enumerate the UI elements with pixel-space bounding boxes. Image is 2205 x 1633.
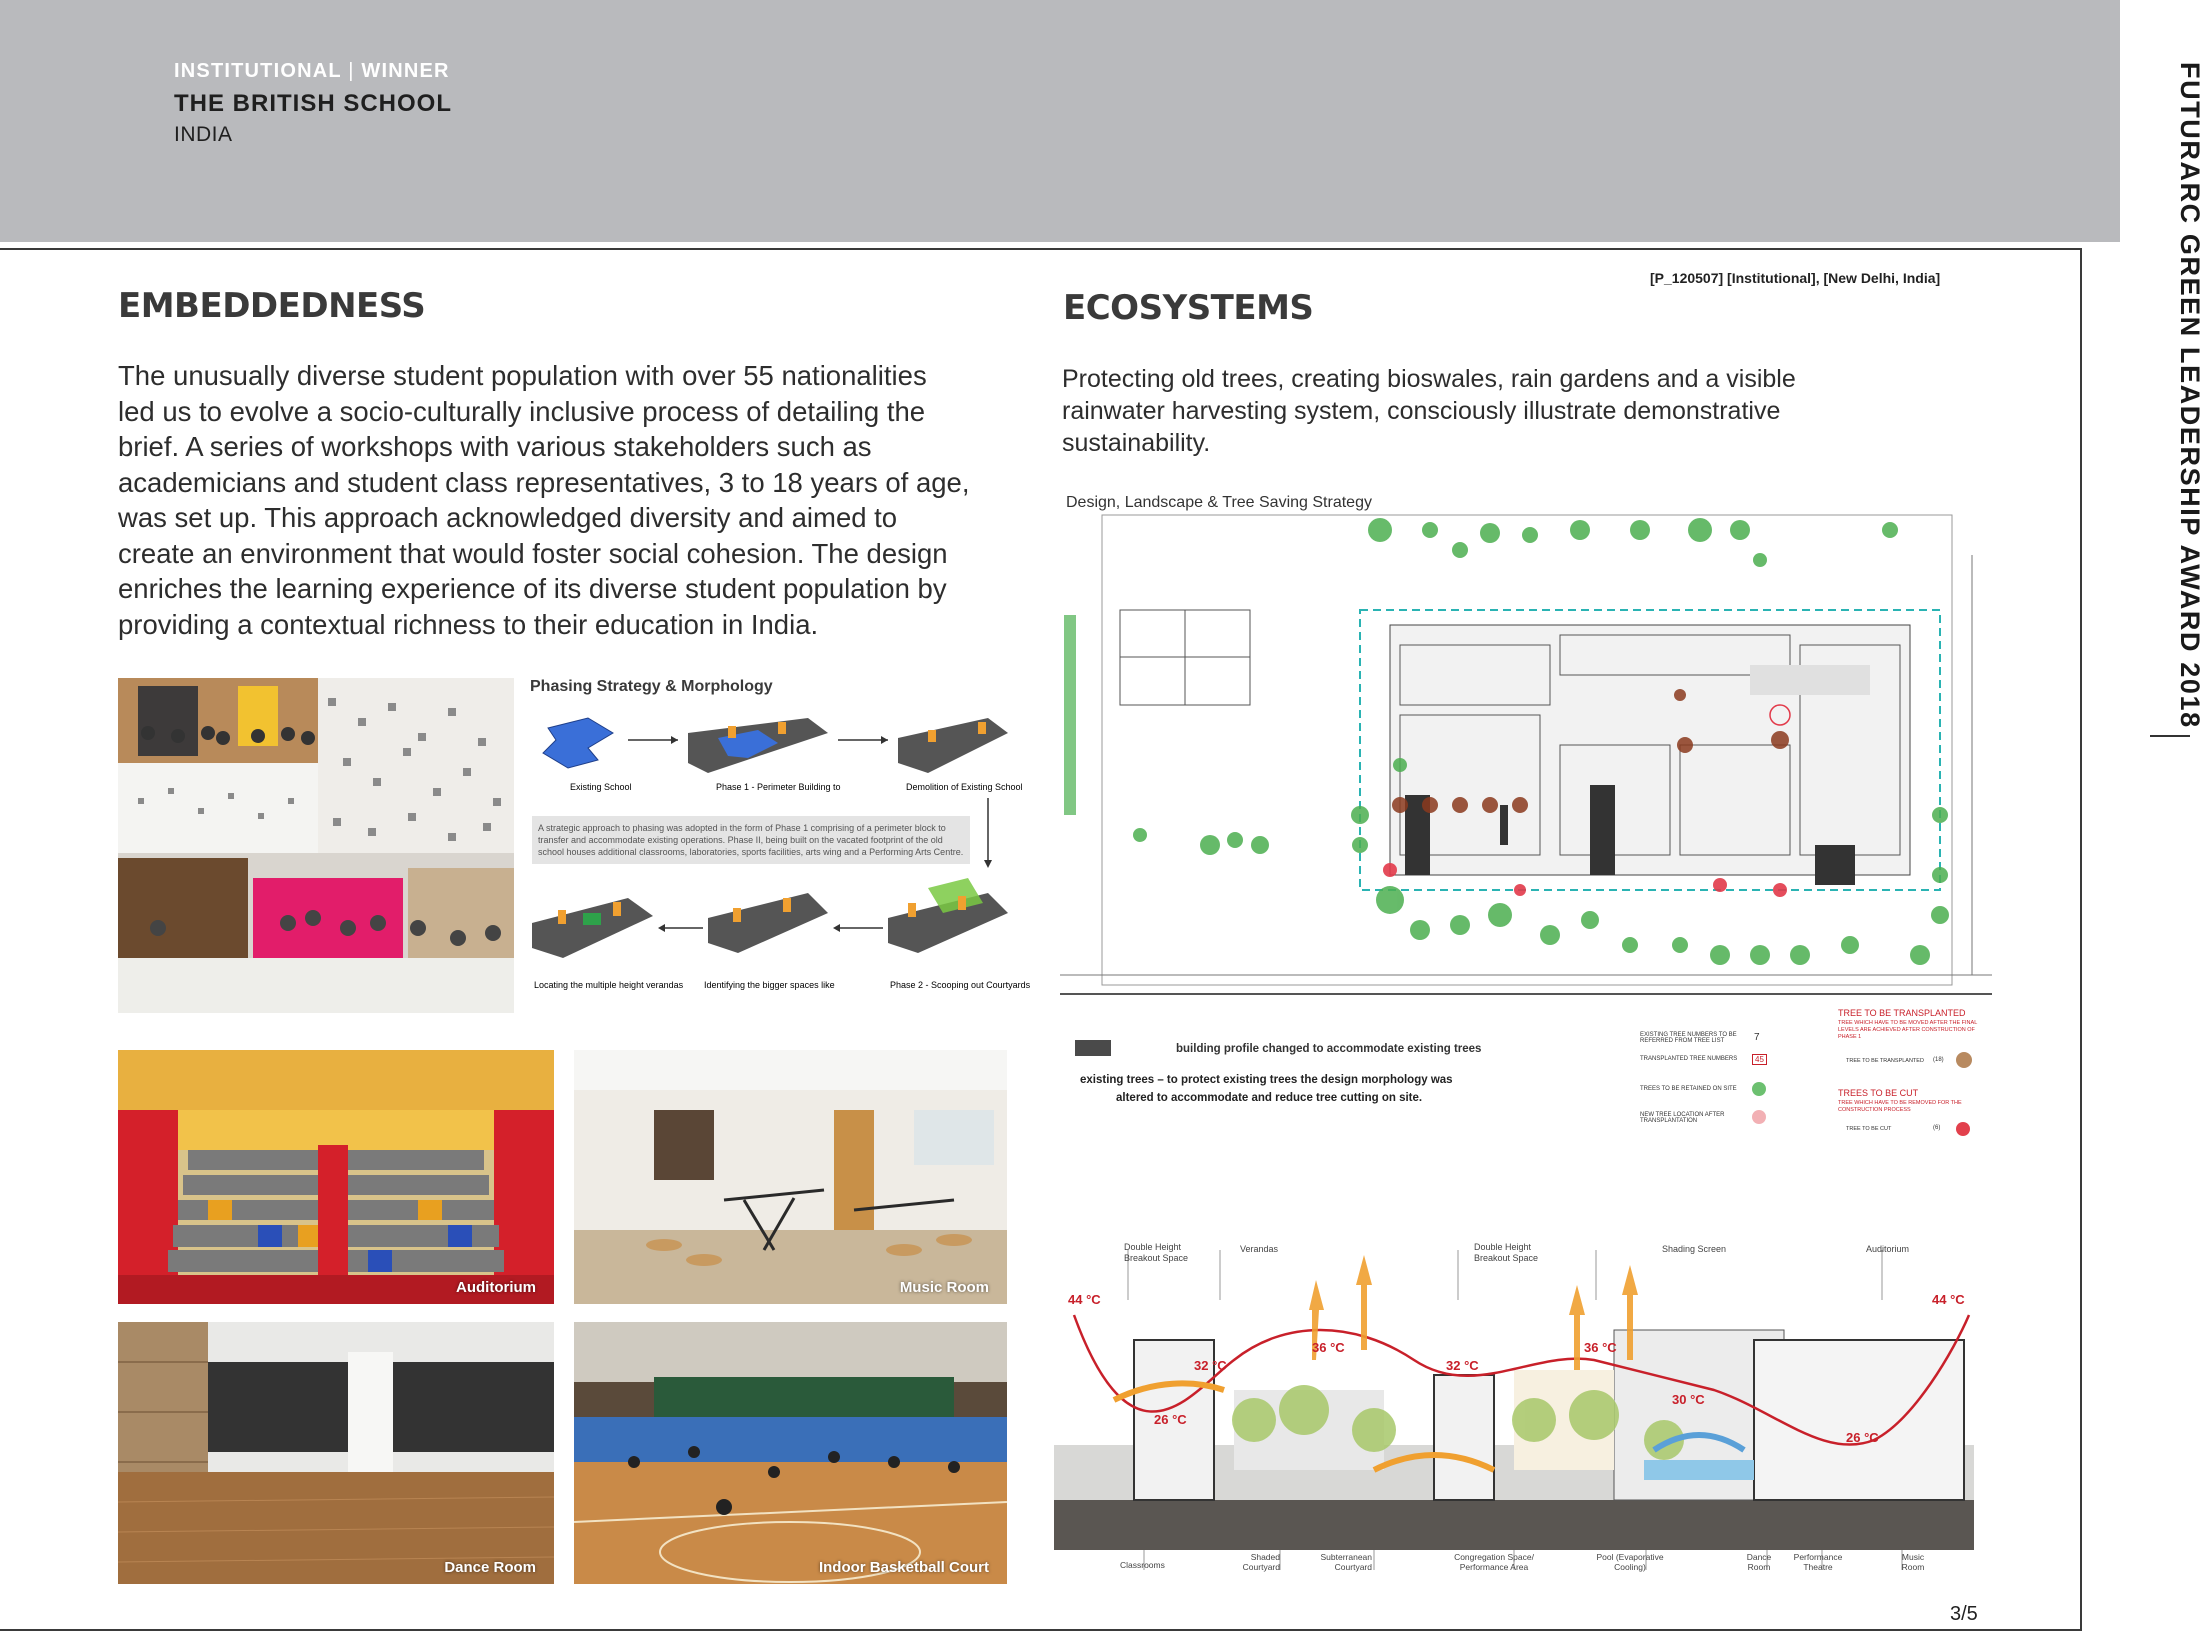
section-drawing bbox=[1054, 1240, 1994, 1585]
para-line: led us to evolve a socio-culturally inclusive process of detailing the bbox=[118, 395, 926, 427]
legend-note-1: existing trees – to protect existing trees the design morphology was bbox=[1080, 1074, 1453, 1086]
project-id: [P_120507] [Institutional], [New Delhi, India] bbox=[1650, 270, 1941, 286]
transplant-tree-icon bbox=[1956, 1052, 1972, 1068]
award-label: WINNER bbox=[361, 60, 450, 82]
facade-photo bbox=[118, 678, 514, 1013]
svg-text:transfer and accommodate exist: transfer and accommodate existing operations. Phase II, being built on the vacated footprint of the old bbox=[538, 835, 943, 845]
page-number: 3/5 bbox=[1950, 1603, 1978, 1625]
basketball-court-illustration bbox=[574, 1322, 1007, 1584]
phase-verandas bbox=[532, 898, 653, 958]
temperature-label: 36 °C bbox=[1312, 1340, 1345, 1355]
project-country: INDIA bbox=[174, 123, 233, 146]
tree-legend-value: 45 bbox=[1752, 1054, 1767, 1065]
photo-label: Music Room bbox=[899, 1279, 989, 1296]
para-line: Protecting old trees, creating bioswales, rain gardens and a visible bbox=[1062, 365, 1796, 393]
tree-status-legend bbox=[1838, 1008, 1988, 1132]
project-name: THE BRITISH SCHOOL bbox=[174, 90, 453, 117]
cut-note: TREE WHICH HAVE TO BE REMOVED FOR THE CONSTRUCTION PROCESS bbox=[1838, 1100, 1962, 1113]
para-line: rainwater harvesting system, consciously illustrate demonstrative bbox=[1062, 397, 1781, 425]
dance-room-illustration bbox=[118, 1322, 554, 1584]
site-plan-title: Design, Landscape & Tree Saving Strategy bbox=[1066, 494, 1372, 511]
phase-demolition bbox=[898, 718, 1008, 773]
phasing-title: Phasing Strategy & Morphology bbox=[530, 678, 773, 695]
para-line: was set up. This approach acknowledged diversity and aimed to bbox=[118, 502, 898, 533]
music-room-illustration bbox=[574, 1050, 1007, 1304]
photo-label: Dance Room bbox=[444, 1559, 536, 1576]
cut-title: TREES TO BE CUT bbox=[1838, 1088, 1919, 1098]
tree-legend-label: EXISTING TREE NUMBERS TO BE REFERRED FROM TREE LIST bbox=[1640, 1032, 1737, 1044]
embeddedness-heading: EMBEDDEDNESS bbox=[118, 286, 426, 326]
temperature-label: 44 °C bbox=[1932, 1292, 1965, 1307]
phase-courtyards bbox=[888, 878, 1008, 953]
phase-existing bbox=[543, 718, 613, 768]
section-bottom-label: Dance Room bbox=[1746, 1552, 1772, 1572]
temperature-label: 36 °C bbox=[1584, 1340, 1617, 1355]
ecosystems-heading: ECOSYSTEMS bbox=[1063, 288, 1314, 328]
para-line: sustainability. bbox=[1062, 429, 1211, 457]
section-bottom-label: Subterranean Courtyard bbox=[1320, 1552, 1372, 1572]
legend-note-2: altered to accommodate and reduce tree cutting on site. bbox=[1116, 1092, 1423, 1104]
transplant-title: TREE TO BE TRANSPLANTED bbox=[1838, 1008, 1966, 1018]
svg-text:A strategic approach to phasin: A strategic approach to phasing was adopted in the form of Phase 1 comprising of a perimeter block to bbox=[538, 823, 946, 833]
photo-basketball-court bbox=[574, 1322, 1007, 1584]
section-bottom-label: Shaded Courtyard bbox=[1242, 1552, 1280, 1572]
caption-demolition: Demolition of Existing School bbox=[906, 782, 1023, 792]
para-line: enriches the learning experience of its diverse student population by bbox=[118, 573, 947, 604]
legend-swatch bbox=[1075, 1040, 1111, 1056]
caption-verandas: Locating the multiple height verandas bbox=[534, 980, 684, 990]
photo-dance-room bbox=[118, 1322, 554, 1584]
tree-legend-value: 7 bbox=[1754, 1032, 1760, 1043]
phasing-diagram bbox=[528, 678, 1031, 1018]
section-bottom-label: Congregation Space/ Performance Area bbox=[1454, 1552, 1534, 1572]
facade-illustration bbox=[118, 678, 514, 1013]
transplant-count: (18) bbox=[1933, 1057, 1944, 1063]
para-line: The unusually diverse student population with over 55 nationalities bbox=[118, 360, 927, 391]
photo-label: Indoor Basketball Court bbox=[818, 1559, 989, 1576]
phase-perimeter bbox=[688, 718, 828, 773]
para-line: create an environment that would foster social cohesion. The design bbox=[118, 537, 948, 569]
site-plan-drawing bbox=[1060, 515, 1992, 993]
temperature-label: 32 °C bbox=[1446, 1358, 1479, 1373]
temperature-label: 30 °C bbox=[1672, 1392, 1705, 1407]
cut-tree-icon bbox=[1956, 1122, 1970, 1136]
transplant-note: TREE WHICH HAVE TO BE MOVED AFTER THE FINAL LEVELS ARE ACHIEVED AFTER CONSTRUCTION OF PHASE 1 bbox=[1838, 1020, 1978, 1040]
award-line bbox=[174, 60, 450, 83]
temperature-label: 32 °C bbox=[1194, 1358, 1227, 1373]
caption-existing: Existing School bbox=[570, 782, 632, 792]
retained-tree-icon bbox=[1752, 1082, 1766, 1096]
site-plan bbox=[1060, 515, 1992, 995]
separator: | bbox=[348, 60, 355, 82]
para-line: academicians and student class representatives, 3 to 18 years of age, bbox=[118, 466, 970, 498]
photo-music-room bbox=[574, 1050, 1007, 1304]
award-vertical-title: FUTURARC GREEN LEADERSHIP AWARD 2018 bbox=[2175, 62, 2205, 729]
section-bottom-label: Pool (Evaporative Cooling) bbox=[1596, 1552, 1664, 1572]
section-diagram bbox=[1054, 1240, 1994, 1585]
caption-phase1: Phase 1 - Perimeter Building to bbox=[716, 782, 841, 792]
temperature-label: 26 °C bbox=[1154, 1412, 1187, 1427]
tree-legend-label: TREES TO BE RETAINED ON SITE bbox=[1640, 1086, 1737, 1092]
transplant-item: TREE TO BE TRANSPLANTED bbox=[1846, 1058, 1924, 1064]
embeddedness-paragraph bbox=[118, 358, 1018, 642]
section-top-label: Double Height Breakout Space bbox=[1124, 1242, 1189, 1263]
caption-courtyards: Phase 2 - Scooping out Courtyards bbox=[890, 980, 1031, 990]
section-bottom-label: Classrooms bbox=[1120, 1560, 1165, 1570]
caption-volumes: Identifying the bigger spaces like bbox=[704, 980, 835, 990]
category-label: INSTITUTIONAL bbox=[174, 60, 342, 82]
section-top-label: Double Height Breakout Space bbox=[1474, 1242, 1539, 1263]
legend-bar-text: building profile changed to accommodate existing trees bbox=[1176, 1043, 1482, 1055]
header-band bbox=[0, 0, 2120, 242]
cut-item: TREE TO BE CUT bbox=[1846, 1126, 1892, 1132]
section-bottom-label: Performance Theatre bbox=[1793, 1552, 1843, 1572]
cut-count: (6) bbox=[1933, 1125, 1941, 1131]
para-line: brief. A series of workshops with various stakeholders such as bbox=[118, 431, 872, 462]
tree-legend-label: TRANSPLANTED TREE NUMBERS bbox=[1640, 1056, 1738, 1062]
section-top-label: Shading Screen bbox=[1662, 1244, 1727, 1254]
svg-text:school houses additional class: school houses additional classrooms, laboratories, sports facilities, arts wing and a Performing Arts Centre. bbox=[538, 847, 964, 857]
temperature-label: 44 °C bbox=[1068, 1292, 1101, 1307]
tree-legend bbox=[1640, 1020, 1790, 1140]
temperature-label: 26 °C bbox=[1846, 1430, 1879, 1445]
phase-big-volumes bbox=[708, 893, 828, 953]
section-bottom-label: Music Room bbox=[1901, 1552, 1925, 1572]
photo-auditorium bbox=[118, 1050, 554, 1304]
new-tree-icon bbox=[1752, 1110, 1766, 1124]
section-top-label: Auditorium bbox=[1866, 1244, 1910, 1254]
section-top-label: Verandas bbox=[1240, 1244, 1279, 1254]
para-line: providing a contextual richness to their education in India. bbox=[118, 608, 819, 640]
photo-label: Auditorium bbox=[456, 1279, 536, 1296]
phasing-illustration bbox=[528, 678, 1031, 1018]
tree-legend-label: NEW TREE LOCATION AFTER TRANSPLANTATION bbox=[1640, 1112, 1725, 1124]
vertical-rule bbox=[2150, 735, 2190, 737]
ecosystems-paragraph bbox=[1062, 363, 1962, 459]
auditorium-illustration bbox=[118, 1050, 554, 1304]
